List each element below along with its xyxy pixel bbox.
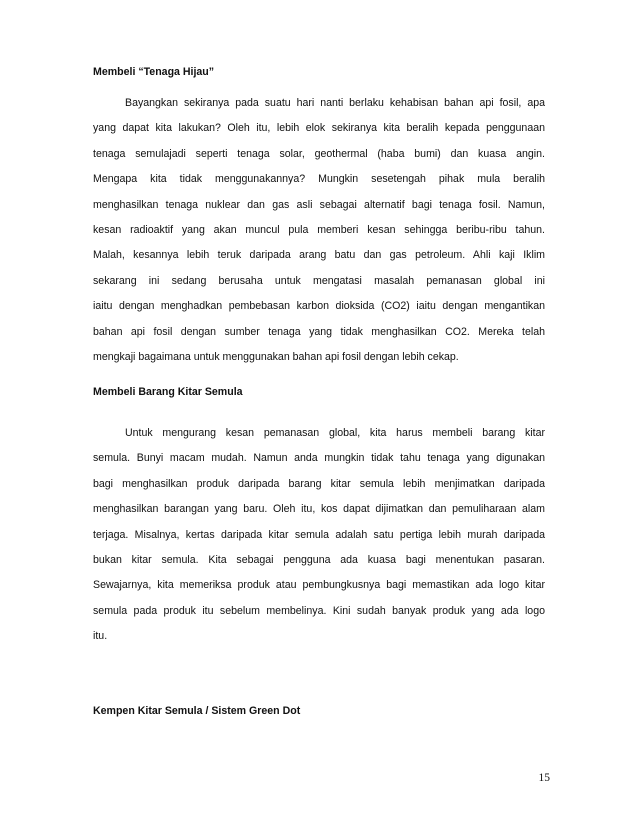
paragraph-tenaga-hijau — [93, 96, 545, 375]
paragraph-line: Sewajarnya, kita memeriksa produk atau pembungkusnya bagi memastikan ada logo kitar — [93, 579, 545, 592]
paragraph-line: semula pada produk itu sebelum membelinya. Kini sudah banyak produk yang ada logo — [93, 604, 545, 617]
paragraph-barang-kitar-semula — [93, 426, 545, 655]
paragraph-line: bagi menghasilkan produk daripada barang kitar semula lebih menjimatkan daripada — [93, 477, 545, 490]
section-heading-kempen-kitar-semula: Kempen Kitar Semula / Sistem Green Dot — [93, 705, 301, 717]
paragraph-line: Mengapa kita tidak menggunakannya? Mungkin sesetengah pihak mula beralih — [93, 173, 545, 186]
paragraph-line: itu. — [93, 630, 108, 643]
paragraph-line: bahan api fosil dengan sumber tenaga yang tidak menghasilkan CO2. Mereka telah — [93, 325, 545, 338]
paragraph-line: iaitu dengan menghadkan pembebasan karbon dioksida (CO2) iaitu dengan mengantikan — [93, 300, 545, 313]
paragraph-line: kesan radioaktif yang akan muncul pula memberi kesan sehingga beribu-ribu tahun. — [93, 223, 545, 236]
paragraph-line: tenaga semulajadi seperti tenaga solar, geothermal (haba bumi) dan kuasa angin. — [93, 147, 545, 160]
paragraph-line: Untuk mengurang kesan pemanasan global, kita harus membeli barang kitar — [125, 427, 545, 439]
paragraph-line: bukan kitar semula. Kita sebagai pengguna ada kuasa bagi menentukan pasaran. — [93, 553, 545, 566]
section-heading-barang-kitar-semula: Membeli Barang Kitar Semula — [93, 386, 243, 398]
paragraph-line: semula. Bunyi macam mudah. Namun anda mungkin tidak tahu tenaga yang digunakan — [93, 452, 545, 465]
page-number: 15 — [538, 772, 550, 784]
paragraph-line: Bayangkan sekiranya pada suatu hari nanti berlaku kehabisan bahan api fosil, apa — [125, 97, 545, 109]
paragraph-line: menghasilkan barangan yang baru. Oleh itu, kos dapat dijimatkan dan pemuliharaan alam — [93, 503, 545, 516]
section-heading-tenaga-hijau: Membeli “Tenaga Hijau” — [93, 66, 215, 78]
paragraph-line: sekarang ini sedang berusaha untuk mengatasi masalah pemanasan global ini — [93, 274, 545, 287]
paragraph-line: mengkaji bagaimana untuk menggunakan bahan api fosil dengan lebih cekap. — [93, 350, 459, 363]
paragraph-line: yang dapat kita lakukan? Oleh itu, lebih elok sekiranya kita beralih kepada penggunaan — [93, 122, 545, 135]
paragraph-line: terjaga. Misalnya, kertas daripada kitar semula adalah satu pertiga lebih murah daripada — [93, 528, 545, 541]
paragraph-line: Malah, kesannya lebih teruk daripada arang batu dan gas petroleum. Ahli kaji Iklim — [93, 249, 545, 262]
paragraph-line: menghasilkan tenaga nuklear dan gas asli sebagai alternatif bagi tenaga fosil. Namun, — [93, 198, 545, 211]
